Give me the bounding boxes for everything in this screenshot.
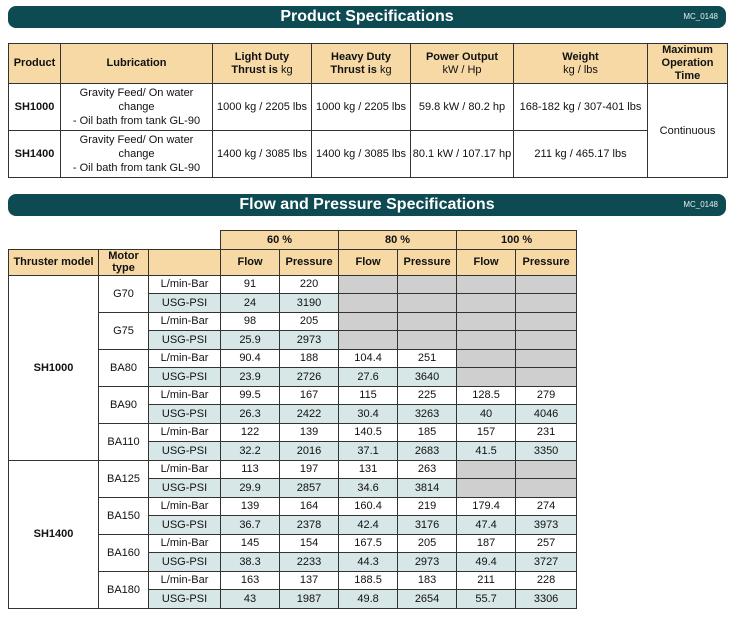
empty-value-cell (457, 460, 516, 479)
empty-value-cell (516, 460, 577, 479)
spec-row-sh1400 (9, 131, 728, 178)
empty-value-cell (339, 275, 398, 294)
header-light-duty: Light Duty Thrust is kg (213, 44, 312, 84)
pressure-value-cell: 2683 (398, 442, 457, 461)
cell-weight: 168-182 kg / 307-401 lbs (514, 84, 648, 131)
empty-value-cell (398, 275, 457, 294)
flow-value-cell: 187 (457, 534, 516, 553)
pressure-value-cell: 1987 (280, 590, 339, 609)
pressure-value-cell: 139 (280, 423, 339, 442)
unit-cell: USG-PSI (149, 590, 221, 609)
pressure-value-cell: 197 (280, 460, 339, 479)
flow-value-cell: 145 (221, 534, 280, 553)
flow-value-cell: 25.9 (221, 331, 280, 350)
flow-value-cell: 38.3 (221, 553, 280, 572)
flow-value-cell: 163 (221, 571, 280, 590)
header-product: Product (9, 44, 61, 84)
pressure-value-cell: 2857 (280, 479, 339, 498)
flow-value-cell: 211 (457, 571, 516, 590)
flow-pressure-table (8, 230, 577, 609)
empty-corner (9, 231, 221, 250)
empty-value-cell (457, 275, 516, 294)
flow-value-cell: 27.6 (339, 368, 398, 387)
header-80-percent: 80 % (339, 231, 457, 250)
thruster-model-cell: SH1400 (9, 460, 99, 608)
header-power-output: Power Output kW / Hp (411, 44, 514, 84)
banner-title: Product Specifications (280, 8, 454, 25)
pressure-value-cell: 2378 (280, 516, 339, 535)
empty-value-cell (457, 368, 516, 387)
empty-value-cell (516, 331, 577, 350)
cell-lubrication: Gravity Feed/ On water change - Oil bath from tank GL-90 (61, 131, 213, 178)
flow-value-cell: 24 (221, 294, 280, 313)
flow-value-cell: 115 (339, 386, 398, 405)
cell-power: 80.1 kW / 107.17 hp (411, 131, 514, 178)
pressure-value-cell: 3350 (516, 442, 577, 461)
spec-row-sh1000 (9, 84, 728, 131)
empty-value-cell (457, 479, 516, 498)
table-row (9, 275, 577, 294)
header-flow: Flow (339, 249, 398, 275)
pressure-value-cell: 3176 (398, 516, 457, 535)
empty-value-cell (457, 312, 516, 331)
pressure-value-cell: 257 (516, 534, 577, 553)
empty-value-cell (516, 479, 577, 498)
empty-value-cell (398, 312, 457, 331)
pressure-value-cell: 219 (398, 497, 457, 516)
flow-value-cell: 139 (221, 497, 280, 516)
header-motor-type: Motor type (99, 249, 149, 275)
pressure-value-cell: 228 (516, 571, 577, 590)
header-pressure: Pressure (280, 249, 339, 275)
header-thruster-model: Thruster model (9, 249, 99, 275)
motor-type-cell: BA110 (99, 423, 149, 460)
unit-cell: USG-PSI (149, 553, 221, 572)
flow-value-cell: 29.9 (221, 479, 280, 498)
flow-value-cell: 157 (457, 423, 516, 442)
spec-header-row (9, 44, 728, 84)
empty-value-cell (339, 294, 398, 313)
flow-value-cell: 37.1 (339, 442, 398, 461)
flow-pressure-banner (8, 194, 726, 216)
flow-value-cell: 49.8 (339, 590, 398, 609)
pressure-value-cell: 137 (280, 571, 339, 590)
banner-code: MC_0148 (683, 200, 718, 209)
empty-value-cell (339, 331, 398, 350)
cell-power: 59.8 kW / 80.2 hp (411, 84, 514, 131)
header-flow: Flow (457, 249, 516, 275)
unit-cell: L/min-Bar (149, 534, 221, 553)
flow-value-cell: 47.4 (457, 516, 516, 535)
pressure-value-cell: 279 (516, 386, 577, 405)
empty-value-cell (516, 312, 577, 331)
pressure-value-cell: 3190 (280, 294, 339, 313)
cell-max-operation: Continuous (648, 84, 728, 178)
thruster-model-cell: SH1000 (9, 275, 99, 460)
pressure-value-cell: 4046 (516, 405, 577, 424)
header-unit (149, 249, 221, 275)
pressure-value-cell: 220 (280, 275, 339, 294)
unit-cell: L/min-Bar (149, 423, 221, 442)
empty-value-cell (398, 294, 457, 313)
flow-value-cell: 41.5 (457, 442, 516, 461)
cell-heavy-duty: 1400 kg / 3085 lbs (312, 131, 411, 178)
table-row (9, 460, 577, 479)
pressure-value-cell: 2973 (280, 331, 339, 350)
motor-type-cell: BA80 (99, 349, 149, 386)
unit-cell: USG-PSI (149, 294, 221, 313)
cell-lubrication: Gravity Feed/ On water change - Oil bath from tank GL-90 (61, 84, 213, 131)
cell-light-duty: 1000 kg / 2205 lbs (213, 84, 312, 131)
flow-value-cell: 43 (221, 590, 280, 609)
flow-value-cell: 98 (221, 312, 280, 331)
unit-cell: L/min-Bar (149, 571, 221, 590)
cell-heavy-duty: 1000 kg / 2205 lbs (312, 84, 411, 131)
empty-value-cell (457, 294, 516, 313)
flow-value-cell: 49.4 (457, 553, 516, 572)
pressure-value-cell: 2233 (280, 553, 339, 572)
column-header-row (9, 249, 577, 275)
header-lubrication: Lubrication (61, 44, 213, 84)
unit-cell: USG-PSI (149, 516, 221, 535)
flow-value-cell: 99.5 (221, 386, 280, 405)
pressure-value-cell: 205 (280, 312, 339, 331)
header-pressure: Pressure (516, 249, 577, 275)
header-pressure: Pressure (398, 249, 457, 275)
empty-value-cell (516, 294, 577, 313)
flow-value-cell: 167.5 (339, 534, 398, 553)
motor-type-cell: G70 (99, 275, 149, 312)
empty-value-cell (398, 331, 457, 350)
cell-product: SH1000 (9, 84, 61, 131)
flow-value-cell: 122 (221, 423, 280, 442)
flow-value-cell: 104.4 (339, 349, 398, 368)
flow-value-cell: 160.4 (339, 497, 398, 516)
empty-value-cell (516, 349, 577, 368)
pressure-value-cell: 3306 (516, 590, 577, 609)
flow-value-cell: 42.4 (339, 516, 398, 535)
pressure-value-cell: 154 (280, 534, 339, 553)
header-60-percent: 60 % (221, 231, 339, 250)
empty-value-cell (457, 331, 516, 350)
pressure-value-cell: 3973 (516, 516, 577, 535)
pressure-value-cell: 3814 (398, 479, 457, 498)
motor-type-cell: BA90 (99, 386, 149, 423)
flow-value-cell: 91 (221, 275, 280, 294)
unit-cell: USG-PSI (149, 442, 221, 461)
motor-type-cell: G75 (99, 312, 149, 349)
banner-title: Flow and Pressure Specifications (239, 196, 495, 213)
flow-value-cell: 23.9 (221, 368, 280, 387)
pressure-value-cell: 225 (398, 386, 457, 405)
unit-cell: L/min-Bar (149, 460, 221, 479)
unit-cell: L/min-Bar (149, 349, 221, 368)
flow-value-cell: 90.4 (221, 349, 280, 368)
flow-value-cell: 34.6 (339, 479, 398, 498)
flow-value-cell: 188.5 (339, 571, 398, 590)
motor-type-cell: BA150 (99, 497, 149, 534)
header-heavy-duty: Heavy Duty Thrust is kg (312, 44, 411, 84)
flow-value-cell: 40 (457, 405, 516, 424)
flow-value-cell: 128.5 (457, 386, 516, 405)
empty-value-cell (339, 312, 398, 331)
pressure-value-cell: 3640 (398, 368, 457, 387)
flow-value-cell: 140.5 (339, 423, 398, 442)
banner-code: MC_0148 (683, 12, 718, 21)
header-flow: Flow (221, 249, 280, 275)
percent-header-row (9, 231, 577, 250)
pressure-value-cell: 3263 (398, 405, 457, 424)
motor-type-cell: BA125 (99, 460, 149, 497)
flow-value-cell: 36.7 (221, 516, 280, 535)
pressure-value-cell: 2726 (280, 368, 339, 387)
unit-cell: L/min-Bar (149, 312, 221, 331)
pressure-value-cell: 274 (516, 497, 577, 516)
flow-value-cell: 44.3 (339, 553, 398, 572)
header-100-percent: 100 % (457, 231, 577, 250)
pressure-value-cell: 2422 (280, 405, 339, 424)
flow-value-cell: 179.4 (457, 497, 516, 516)
flow-value-cell: 55.7 (457, 590, 516, 609)
pressure-value-cell: 3727 (516, 553, 577, 572)
pressure-value-cell: 2654 (398, 590, 457, 609)
unit-cell: USG-PSI (149, 368, 221, 387)
flow-value-cell: 30.4 (339, 405, 398, 424)
cell-weight: 211 kg / 465.17 lbs (514, 131, 648, 178)
pressure-value-cell: 205 (398, 534, 457, 553)
unit-cell: L/min-Bar (149, 497, 221, 516)
unit-cell: USG-PSI (149, 331, 221, 350)
cell-light-duty: 1400 kg / 3085 lbs (213, 131, 312, 178)
motor-type-cell: BA160 (99, 534, 149, 571)
pressure-value-cell: 167 (280, 386, 339, 405)
pressure-value-cell: 251 (398, 349, 457, 368)
pressure-value-cell: 263 (398, 460, 457, 479)
flow-value-cell: 32.2 (221, 442, 280, 461)
header-max-operation: Maximum Operation Time (648, 44, 728, 84)
flow-value-cell: 131 (339, 460, 398, 479)
empty-value-cell (516, 368, 577, 387)
pressure-value-cell: 2016 (280, 442, 339, 461)
unit-cell: USG-PSI (149, 479, 221, 498)
unit-cell: L/min-Bar (149, 386, 221, 405)
pressure-value-cell: 185 (398, 423, 457, 442)
flow-value-cell: 113 (221, 460, 280, 479)
pressure-value-cell: 2973 (398, 553, 457, 572)
product-specifications-banner (8, 6, 726, 28)
pressure-value-cell: 164 (280, 497, 339, 516)
motor-type-cell: BA180 (99, 571, 149, 608)
pressure-value-cell: 231 (516, 423, 577, 442)
cell-product: SH1400 (9, 131, 61, 178)
unit-cell: USG-PSI (149, 405, 221, 424)
empty-value-cell (457, 349, 516, 368)
header-weight: Weight kg / lbs (514, 44, 648, 84)
product-spec-table (8, 43, 728, 178)
flow-value-cell: 26.3 (221, 405, 280, 424)
empty-value-cell (516, 275, 577, 294)
unit-cell: L/min-Bar (149, 275, 221, 294)
pressure-value-cell: 183 (398, 571, 457, 590)
pressure-value-cell: 188 (280, 349, 339, 368)
